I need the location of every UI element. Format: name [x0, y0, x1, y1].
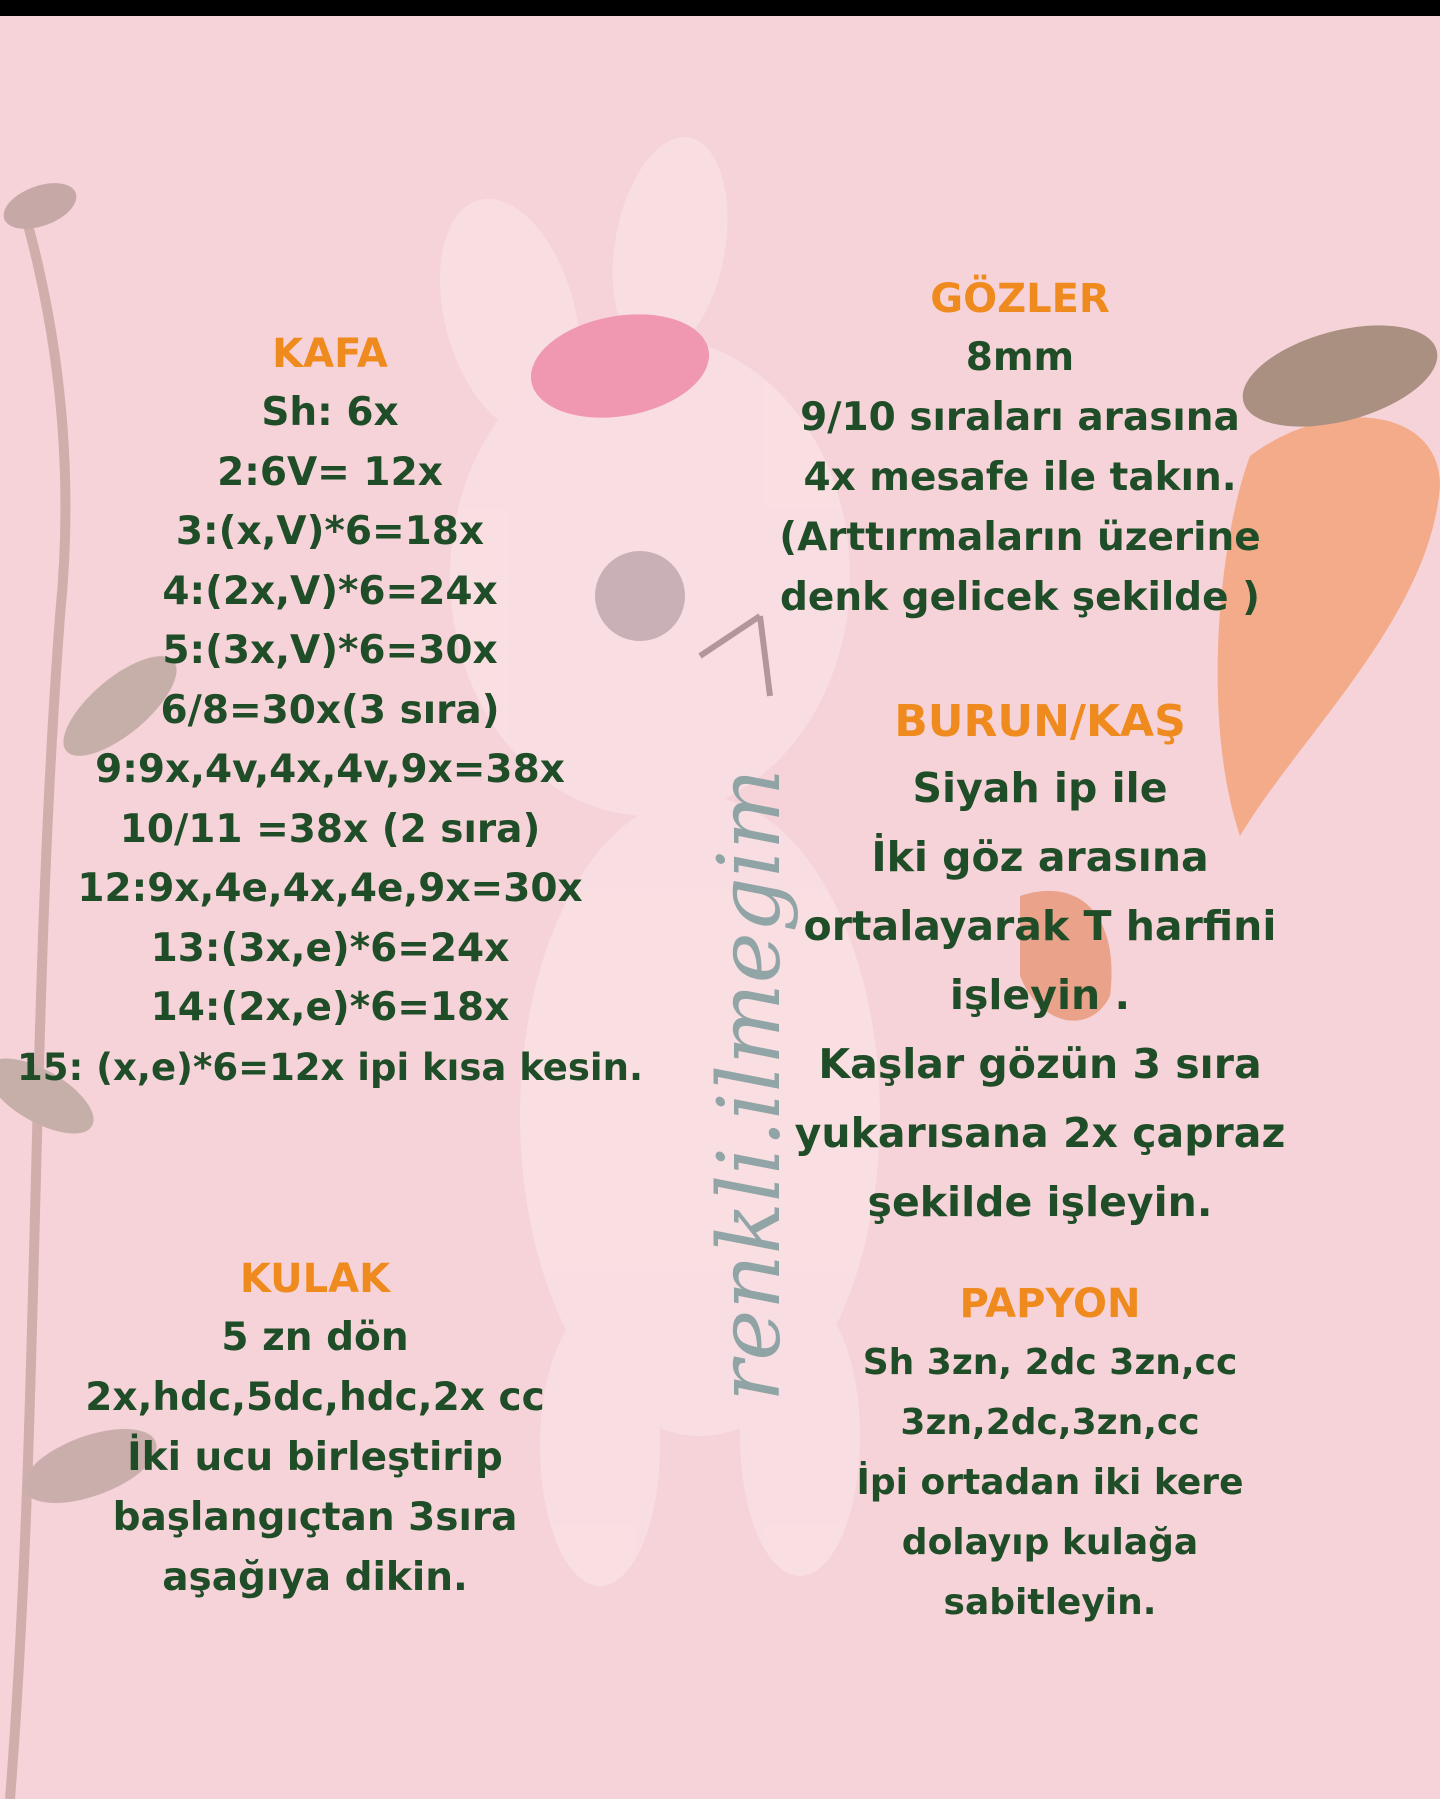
instruction-line: 15: (x,e)*6=12x ipi kısa kesin. [16, 1045, 644, 1089]
top-bar [0, 0, 1440, 16]
instruction-line: Sh 3zn, 2dc 3zn,cc [862, 1342, 1238, 1383]
instruction-line: 2:6V= 12x [217, 449, 443, 495]
section-kafa [0, 325, 660, 1097]
section-papyon [790, 1275, 1310, 1633]
instruction-line: (Arttırmaların üzerine [779, 515, 1261, 560]
instruction-line: şekilde işleyin. [867, 1178, 1213, 1226]
instruction-line: 2x,hdc,5dc,hdc,2x cc [85, 1375, 545, 1420]
instruction-line: İpi ortadan iki kere [856, 1462, 1244, 1503]
section-title: PAPYON [959, 1281, 1141, 1327]
section-burun-kas [750, 690, 1330, 1237]
instruction-line: ortalayarak T harfini [803, 902, 1277, 950]
instruction-line: 10/11 =38x (2 sıra) [119, 806, 541, 852]
instruction-line: 6/8=30x(3 sıra) [160, 687, 500, 733]
instruction-line: 13:(3x,e)*6=24x [150, 925, 510, 971]
section-title: KAFA [272, 331, 388, 377]
instruction-line: 4:(2x,V)*6=24x [162, 568, 498, 614]
instruction-line: Kaşlar gözün 3 sıra [818, 1040, 1262, 1088]
instruction-line: 8mm [965, 335, 1075, 380]
instruction-line: denk gelicek şekilde ) [780, 575, 1260, 620]
instruction-line: 5:(3x,V)*6=30x [162, 628, 498, 673]
section-title: GÖZLER [930, 276, 1110, 322]
instruction-line: 3:(x,V)*6=18x [175, 509, 485, 554]
section-title: KULAK [239, 1256, 391, 1302]
section-title: BURUN/KAŞ [894, 696, 1186, 747]
instruction-line: 12:9x,4e,4x,4e,9x=30x [77, 866, 583, 911]
instruction-line: başlangıçtan 3sıra [112, 1495, 518, 1540]
watermark-text: renkli.ilmegim [700, 768, 800, 1402]
instruction-line: 4x mesafe ile takın. [803, 455, 1237, 500]
instruction-line: işleyin . [949, 971, 1131, 1019]
instruction-line: 9/10 sıraları arasına [800, 395, 1240, 440]
section-kulak [0, 1250, 630, 1608]
instruction-line: 14:(2x,e)*6=18x [150, 985, 510, 1030]
instruction-line: yukarısana 2x çapraz [794, 1109, 1286, 1157]
instruction-line: dolayıp kulağa [901, 1522, 1199, 1563]
instruction-line: İki ucu birleştirip [127, 1435, 503, 1480]
instruction-line: 9:9x,4v,4x,4v,9x=38x [95, 747, 565, 792]
instruction-line: 3zn,2dc,3zn,cc [900, 1402, 1200, 1443]
section-gozler [760, 270, 1280, 628]
instruction-line: aşağıya dikin. [162, 1555, 468, 1600]
instruction-line: sabitleyin. [943, 1582, 1157, 1623]
instruction-line: Siyah ip ile [912, 764, 1168, 812]
instruction-line: Sh: 6x [261, 390, 399, 435]
instruction-line: İki göz arasına [871, 833, 1209, 881]
instruction-line: 5 zn dön [221, 1315, 409, 1360]
